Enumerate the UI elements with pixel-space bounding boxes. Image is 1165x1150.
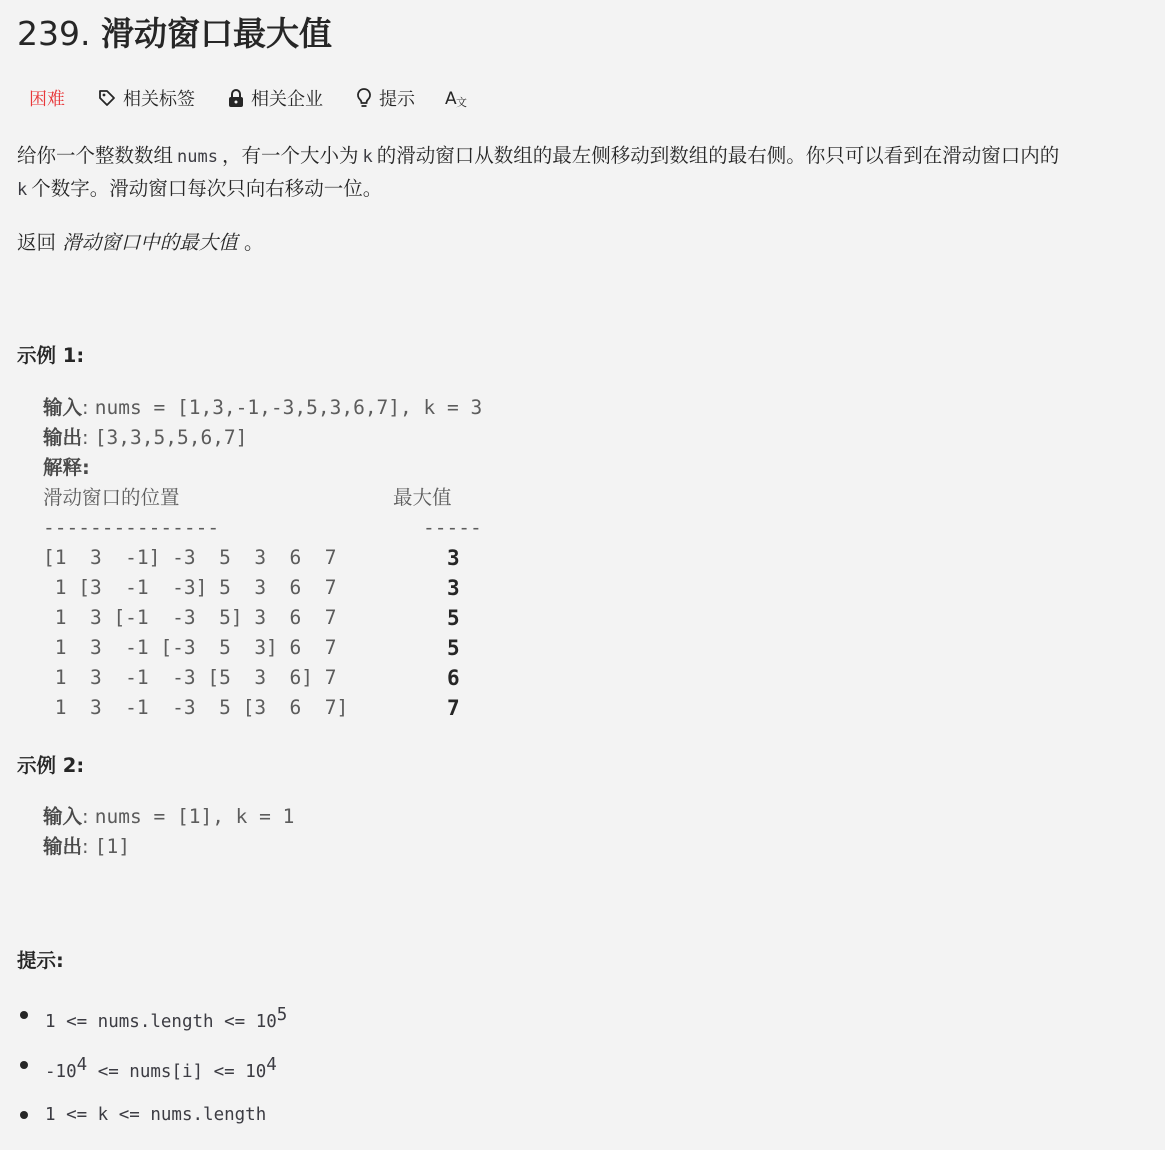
related-tags-label: 相关标签 — [123, 89, 195, 110]
window-position: 1 3 -1 -3 [5 3 6] 7 — [43, 666, 337, 689]
list-item — [17, 995, 287, 1045]
inline-code-nums: nums — [177, 147, 218, 167]
input-value: nums = [1], k = 1 — [94, 805, 295, 828]
constraint-exponent: 4 — [76, 1055, 88, 1075]
return-prefix: 返回 — [17, 231, 57, 254]
output-value: [3,3,5,5,6,7] — [94, 426, 248, 449]
constraint-exponent: 4 — [266, 1055, 277, 1075]
window-position: 1 3 -1 -3 5 [3 6 7] — [43, 696, 349, 719]
output-label: 输出 — [43, 835, 83, 858]
desc-text: 的滑动窗口从数组的最左侧移动到数组的最右侧。你只可以看到在滑动窗口内的 — [376, 144, 1060, 167]
explain-label: 解释: — [43, 456, 90, 479]
tag-icon — [97, 88, 117, 108]
lightbulb-icon — [355, 87, 373, 109]
tag-bar — [29, 84, 473, 112]
return-statement — [17, 227, 263, 259]
lock-icon — [227, 88, 245, 108]
svg-text:A: A — [445, 89, 457, 108]
example1-output: 输出: [3,3,5,5,6,7] — [43, 426, 248, 449]
col-max-header: 最大值 — [393, 486, 452, 509]
return-emphasis: 滑动窗口中的最大值 — [62, 231, 238, 254]
constraint-text: <= nums[i] <= 10 — [87, 1062, 267, 1082]
bullet-icon — [20, 1011, 28, 1019]
example1-input: 输入: nums = [1,3,-1,-3,5,3,6,7], k = 3 — [43, 396, 483, 419]
return-suffix: 。 — [243, 231, 264, 254]
constraint-text: -10 — [45, 1062, 77, 1082]
bullet-icon — [20, 1111, 28, 1119]
problem-title — [17, 12, 332, 56]
dash-window: --------------- — [43, 516, 220, 539]
problem-number: 239. — [17, 14, 91, 53]
constraints-list — [17, 995, 287, 1145]
constraints-heading: 提示: — [17, 949, 64, 972]
bullet-icon — [20, 1061, 28, 1069]
window-position: 1 3 [-1 -3 5] 3 6 7 — [43, 606, 337, 629]
window-max: 3 — [447, 576, 460, 600]
desc-text: 个数字。滑动窗口每次只向右移动一位。 — [31, 177, 383, 200]
inline-code-k: k — [17, 180, 28, 200]
translate-button[interactable] — [445, 88, 473, 108]
window-max: 3 — [447, 546, 460, 570]
input-value: nums = [1,3,-1,-3,5,3,6,7], k = 3 — [94, 396, 483, 419]
example1-explain — [43, 453, 90, 483]
constraint-exponent: 5 — [276, 1005, 288, 1025]
window-max: 5 — [447, 606, 460, 630]
output-value: [1] — [94, 835, 131, 858]
example1-heading: 示例 1: — [17, 344, 85, 367]
related-companies-label: 相关企业 — [251, 89, 323, 110]
list-item — [17, 1095, 287, 1145]
related-tags-button[interactable] — [97, 85, 195, 111]
output-label: 输出 — [43, 426, 83, 449]
dash-max: ----- — [423, 516, 482, 539]
problem-description — [17, 140, 1162, 206]
input-label: 输入 — [43, 396, 83, 419]
window-max: 6 — [447, 666, 460, 690]
example2-output: 输出: [1] — [43, 835, 131, 858]
window-position: 1 [3 -1 -3] 5 3 6 7 — [43, 576, 337, 599]
problem-name: 滑动窗口最大值 — [100, 14, 332, 53]
window-max: 7 — [447, 696, 460, 720]
col-window-header: 滑动窗口的位置 — [43, 486, 180, 509]
input-label: 输入 — [43, 805, 83, 828]
translate-icon — [445, 88, 467, 108]
related-companies-button[interactable] — [227, 85, 323, 111]
difficulty-badge[interactable]: 困难 — [29, 89, 65, 110]
example2-input: 输入: nums = [1], k = 1 — [43, 805, 295, 828]
desc-text: 给你一个整数数组 — [17, 144, 174, 167]
desc-text: ，有一个大小为 — [221, 144, 359, 167]
svg-text:文: 文 — [456, 96, 467, 108]
hint-button[interactable] — [355, 85, 415, 111]
window-max: 5 — [447, 636, 460, 660]
example2-heading: 示例 2: — [17, 754, 85, 777]
constraint-text: 1 <= nums.length <= 10 — [45, 1012, 277, 1032]
constraint-text: 1 <= k <= nums.length — [45, 1105, 267, 1125]
hint-label: 提示 — [379, 89, 415, 110]
list-item — [17, 1045, 287, 1095]
window-position: 1 3 -1 [-3 5 3] 6 7 — [43, 636, 337, 659]
window-position: [1 3 -1] -3 5 3 6 7 — [43, 546, 337, 569]
inline-code-k: k — [362, 147, 373, 167]
